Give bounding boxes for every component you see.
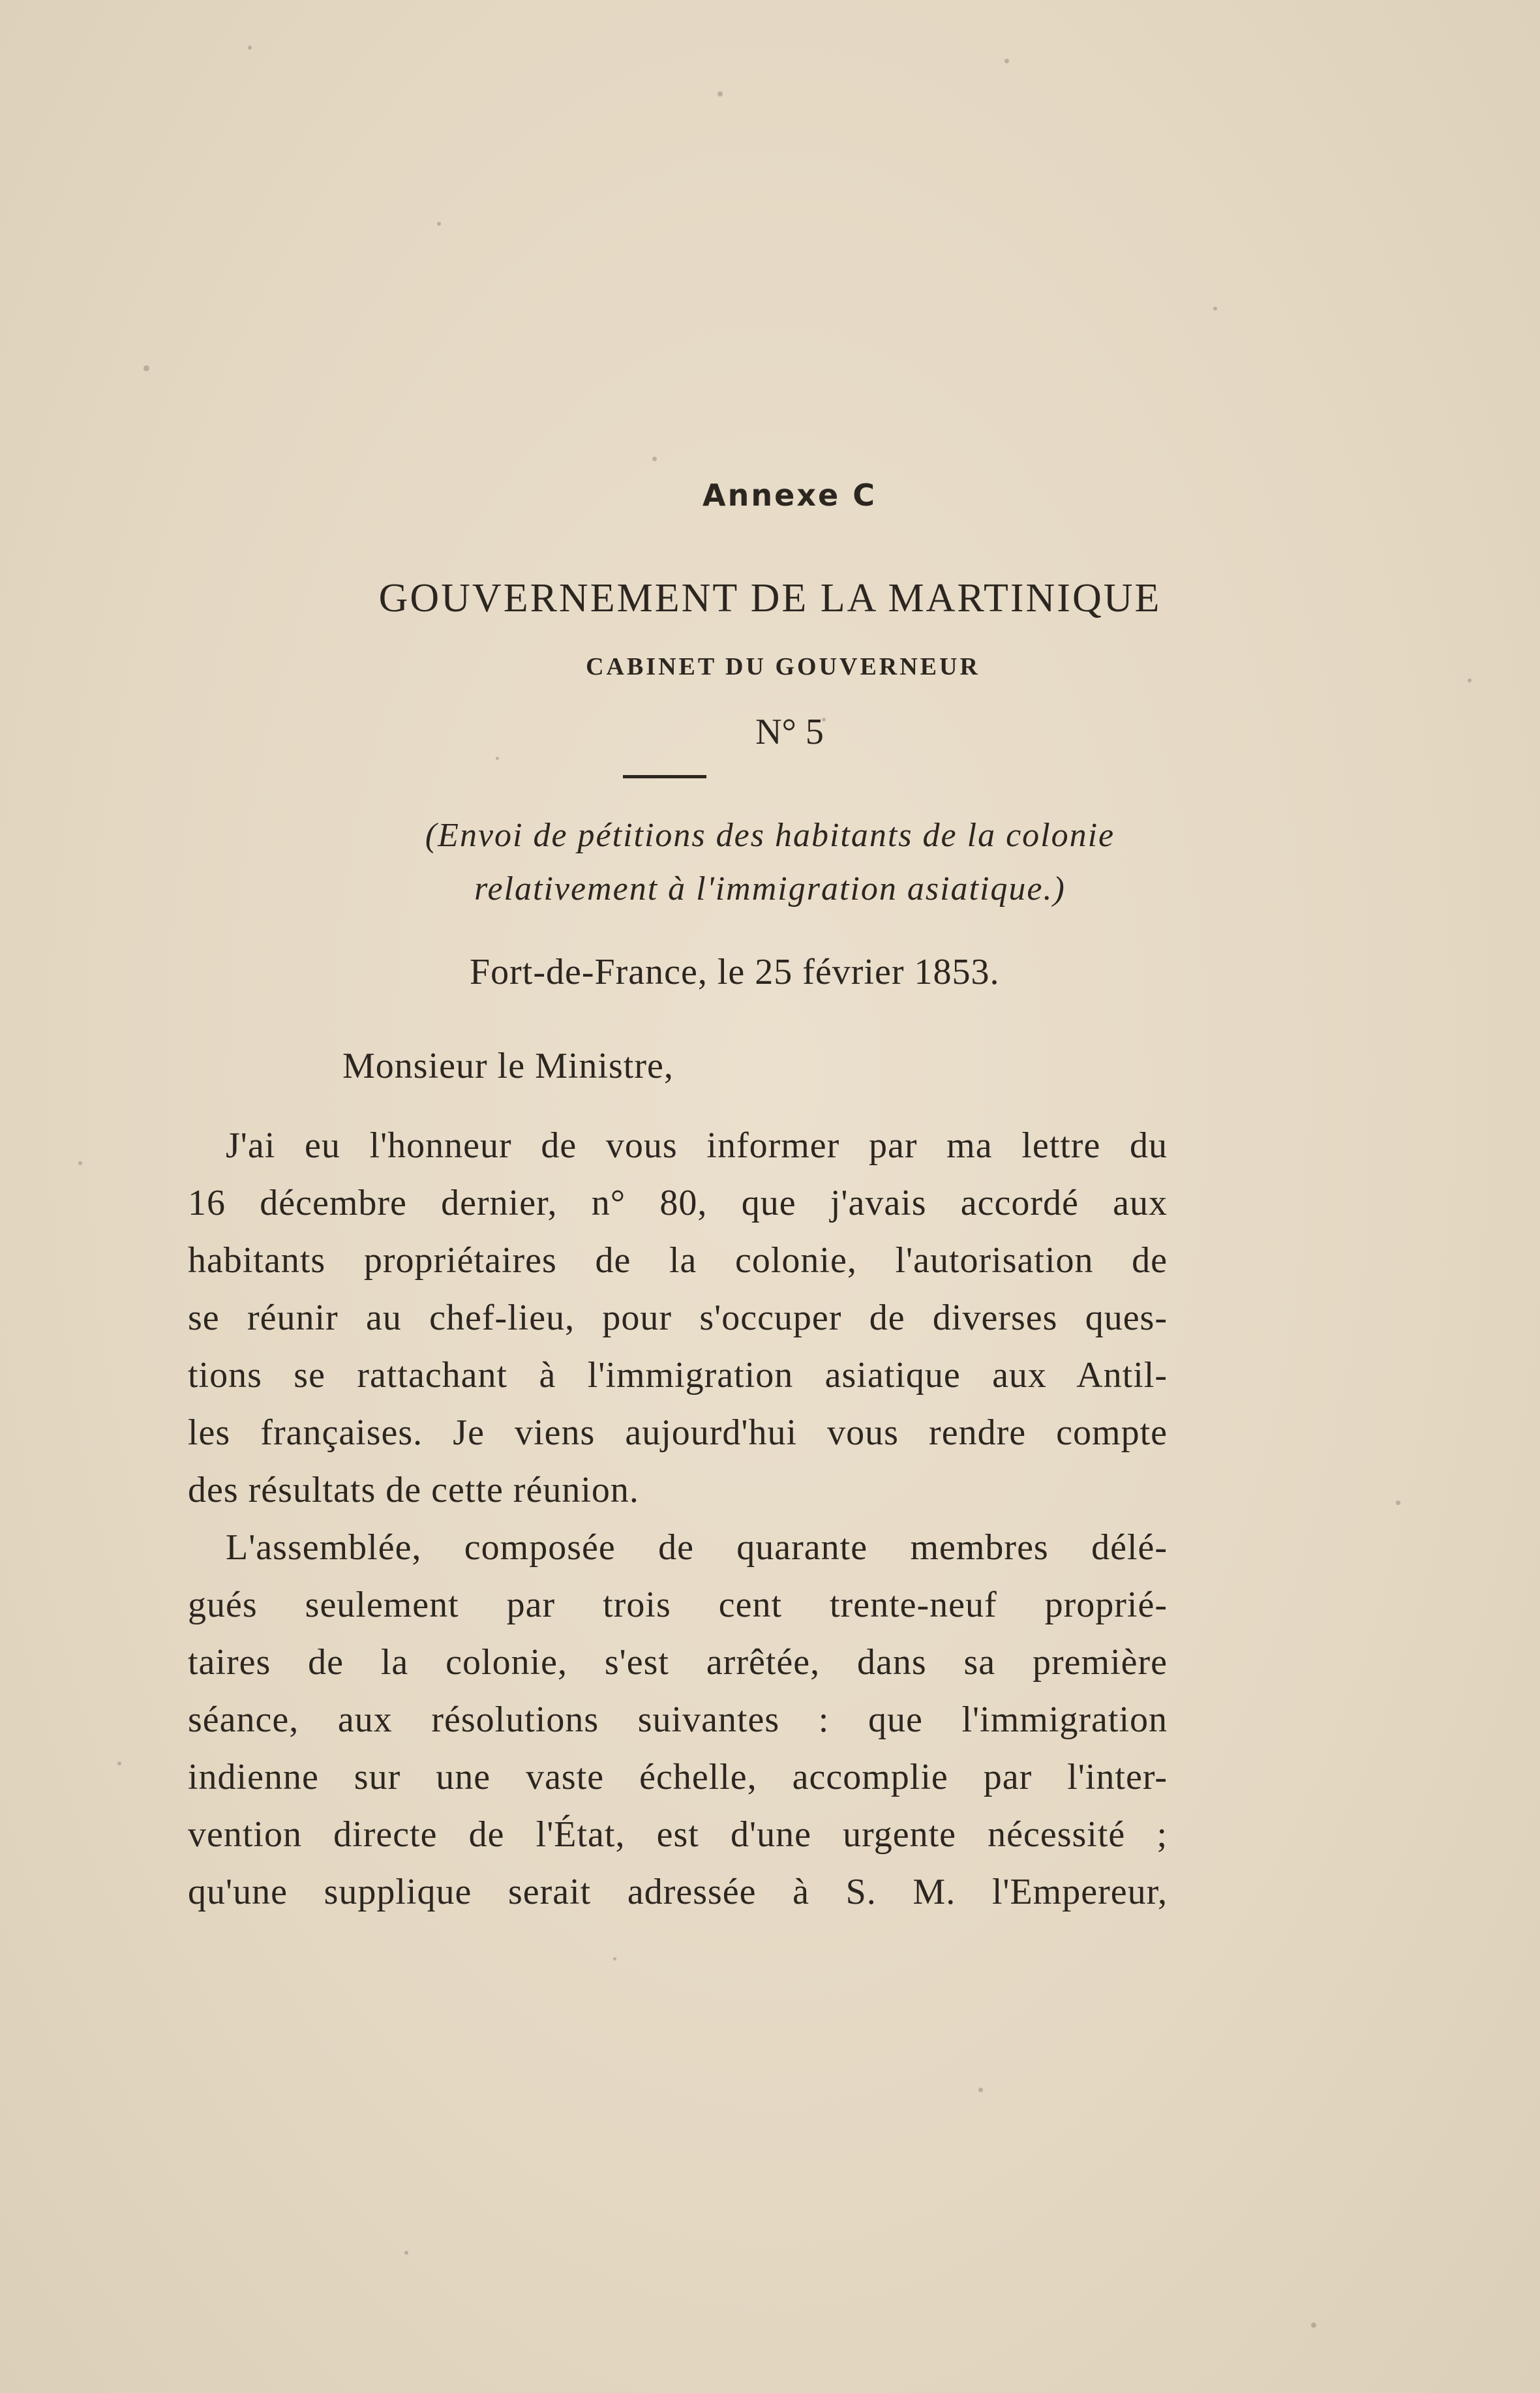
paragraph-1-line: J'ai eu l'honneur de vous informer par ma lettre du xyxy=(226,1125,1168,1166)
paragraph-2-line: indienne sur une vaste échelle, accomplie par l'inter- xyxy=(188,1757,1168,1797)
paragraph-1-line: les françaises. Je viens aujourd'hui vous rendre compte xyxy=(188,1412,1168,1453)
paragraph-2-line: vention directe de l'État, est d'une urgente nécessité ; xyxy=(188,1814,1168,1855)
paper-speck xyxy=(978,2088,983,2092)
cabinet-subheading: CABINET DU GOUVERNEUR xyxy=(586,653,980,680)
paragraph-2-line: qu'une supplique serait adressée à S. M. l'Empereur, xyxy=(188,1872,1168,1912)
paper-speck xyxy=(117,1761,121,1765)
paper-speck xyxy=(437,222,441,226)
paragraph-2-line: L'assemblée, composée de quarante membres délé- xyxy=(226,1527,1168,1568)
paragraph-1-line: 16 décembre dernier, n° 80, que j'avais accordé aux xyxy=(188,1183,1168,1223)
dateline: Fort-de-France, le 25 février 1853. xyxy=(470,952,1000,992)
paper-speck xyxy=(143,365,149,371)
paper-speck xyxy=(613,1957,616,1960)
paper-speck xyxy=(78,1161,82,1165)
subject-line: relativement à l'immigration asiatique.) xyxy=(474,870,1066,907)
paragraph-2-line: taires de la colonie, s'est arrêtée, dans sa première xyxy=(188,1642,1168,1683)
paper-speck xyxy=(717,91,723,97)
paragraph-1-line: habitants propriétaires de la colonie, l'autorisation de xyxy=(188,1240,1168,1281)
paper-speck xyxy=(1213,307,1217,311)
paragraph-2-line: gués seulement par trois cent trente-neuf proprié- xyxy=(188,1585,1168,1625)
paper-speck xyxy=(1396,1501,1400,1505)
paragraph-1-line: des résultats de cette réunion. xyxy=(188,1470,639,1510)
paper-speck xyxy=(496,757,499,760)
subject-note xyxy=(0,809,1540,916)
letter-body xyxy=(188,1117,1168,1921)
salutation: Monsieur le Ministre, xyxy=(342,1046,674,1086)
paper-speck xyxy=(652,457,657,461)
annexe-label: Annexe C xyxy=(702,478,877,513)
paragraph-1-line: tions se rattachant à l'immigration asiatique aux Antil- xyxy=(188,1355,1168,1395)
government-heading: GOUVERNEMENT DE LA MARTINIQUE xyxy=(378,576,1162,620)
paper-speck xyxy=(1004,59,1009,63)
paragraph-2-line: séance, aux résolutions suivantes : que l'immigration xyxy=(188,1699,1168,1740)
subject-line: (Envoi de pétitions des habitants de la colonie xyxy=(425,817,1115,854)
paper-speck xyxy=(1311,2323,1316,2328)
document-number: N° 5 xyxy=(755,712,824,752)
paper-speck xyxy=(404,2251,408,2255)
divider-rule xyxy=(623,775,706,778)
paragraph-1-line: se réunir au chef-lieu, pour s'occuper de diverses ques- xyxy=(188,1298,1168,1338)
paper-speck xyxy=(248,46,252,50)
